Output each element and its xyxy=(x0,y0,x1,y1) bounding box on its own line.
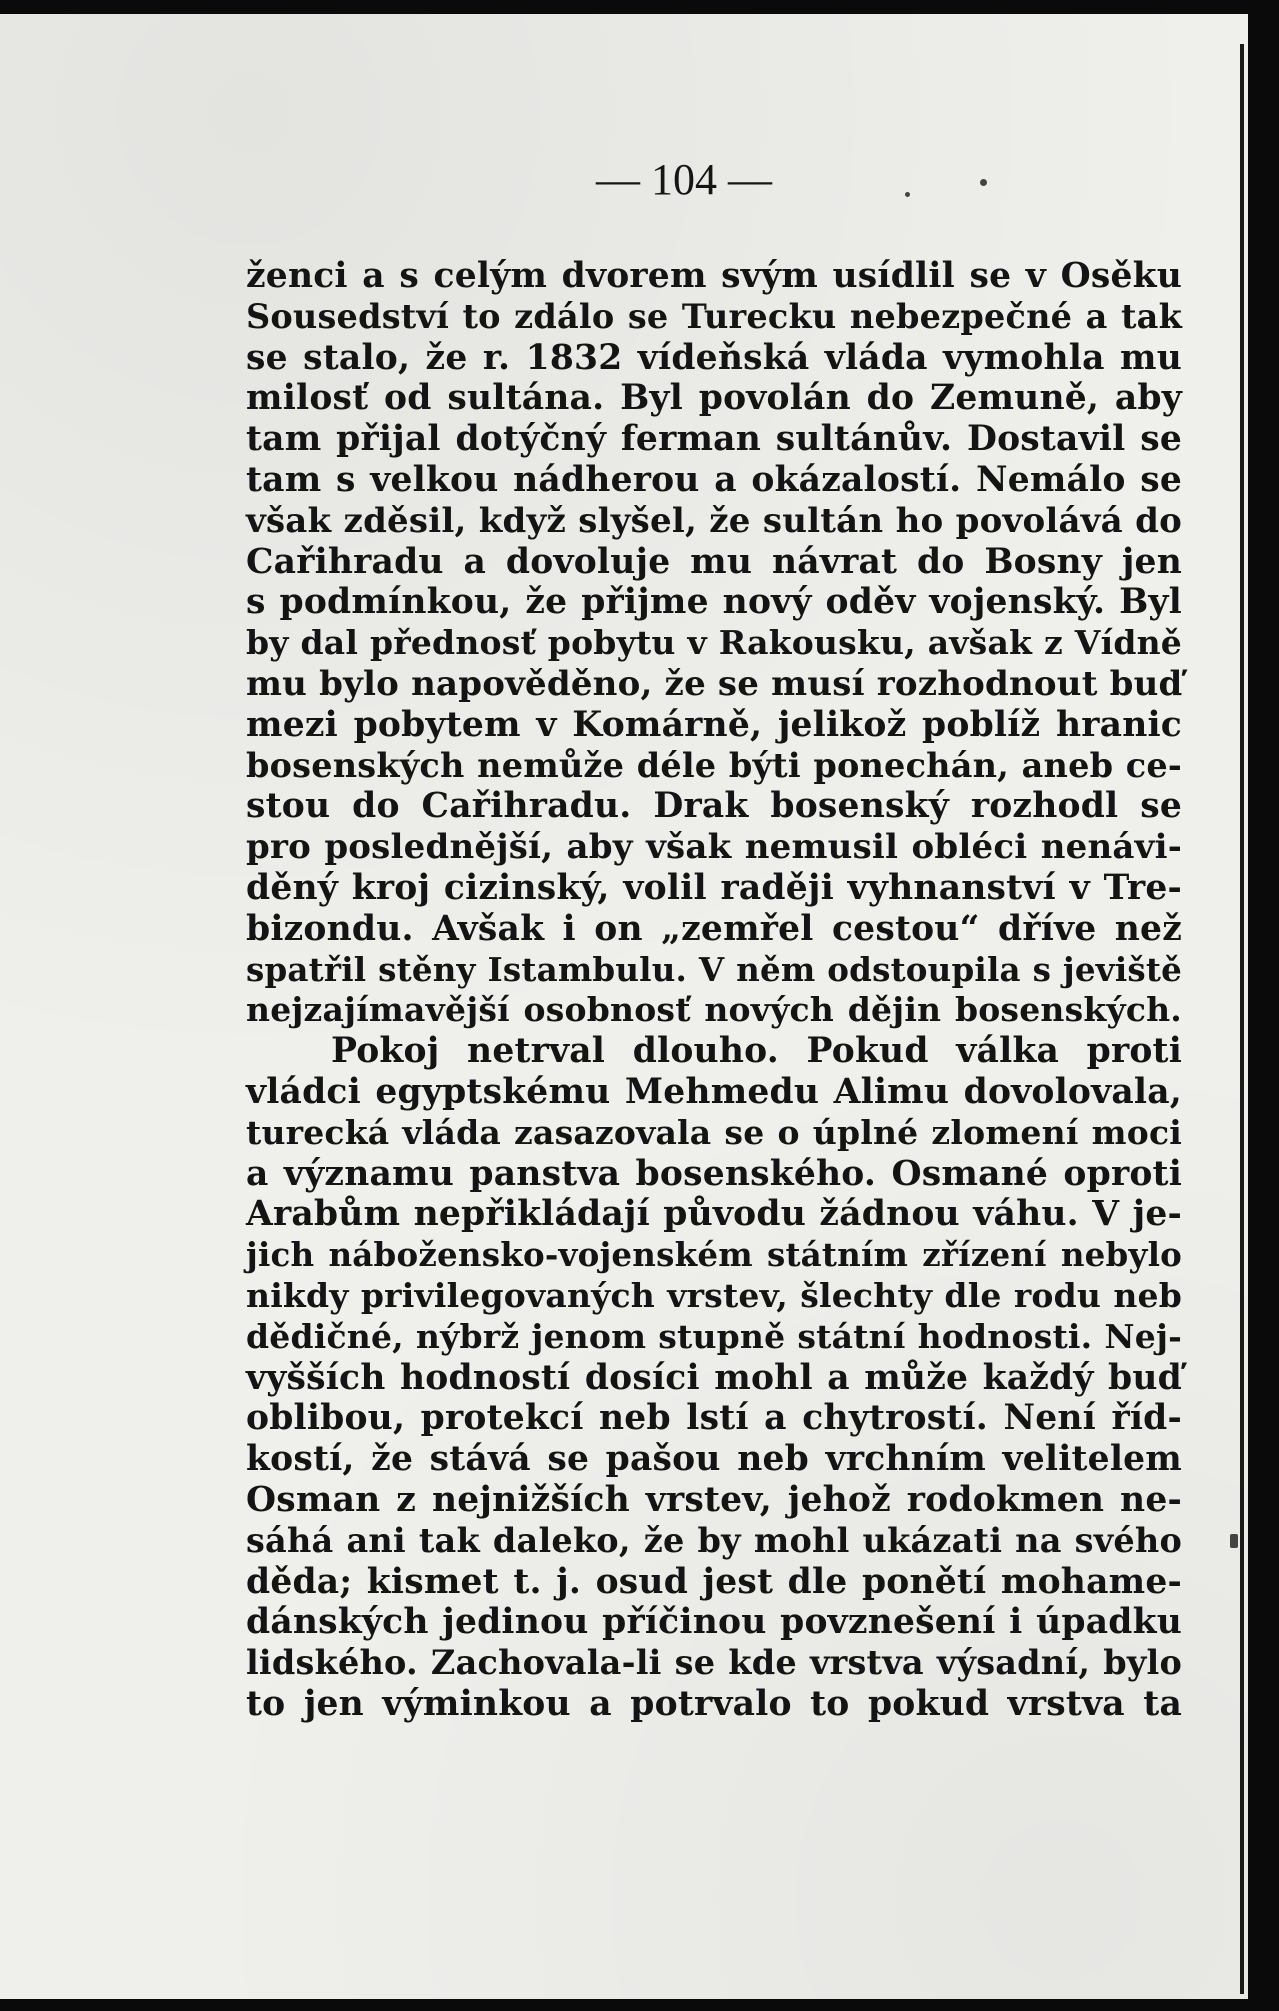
paragraph-first-line: Pokoj netrval dlouho. Pokud válka proti xyxy=(331,1031,1182,1072)
text-line: vyšších hodností dosíci mohl a může každý buď xyxy=(246,1357,1182,1398)
text-line: Cařihradu a dovoluje mu návrat do Bosny jen xyxy=(246,541,1182,582)
text-line: Sousedství to zdálo se Turecku nebezpečné a tak xyxy=(246,296,1182,336)
text-line: spatřil stěny Istambulu. V něm odstoupila s jeviště xyxy=(246,949,1182,989)
ink-speck xyxy=(1230,1534,1238,1548)
text-line: to jen výminkou a potrvalo to pokud vrstva ta xyxy=(246,1683,1182,1724)
text-line: děda; kismet t. j. osud jest dle ponětí mohame- xyxy=(246,1561,1182,1602)
text-line: děný kroj cizinský, volil raději vyhnanství v Tre- xyxy=(246,867,1182,908)
text-line: nejzajímavější osobnosť nových dějin bosenských. xyxy=(246,990,1182,1030)
text-line: Osman z nejnižších vrstev, jehož rodokmen ne- xyxy=(246,1479,1182,1520)
text-line: dědičné, nýbrž jenom stupně státní hodnosti. Nej- xyxy=(246,1316,1182,1356)
text-line: pro poslednější, aby však nemusil obléci nenávi- xyxy=(246,827,1182,868)
text-line: jich nábožensko-vojenském státním zřízení nebylo xyxy=(246,1235,1182,1275)
text-line: sáhá ani tak daleko, že by mohl ukázati na svého xyxy=(246,1520,1182,1560)
text-line: by dal přednosť pobytu v Rakousku, avšak z Vídně xyxy=(246,623,1182,663)
text-line: však zděsil, když slyšel, že sultán ho povolává do xyxy=(246,500,1182,541)
text-line: nikdy privilegovaných vrstev, šlechty dle rodu neb xyxy=(246,1275,1182,1315)
text-line: ženci a s celým dvorem svým usídlil se v Osěku xyxy=(246,256,1182,296)
text-line: Arabům nepřikládají původu žádnou váhu. V je- xyxy=(246,1194,1182,1235)
text-line: kostí, že stává se pašou neb vrchním velitelem xyxy=(246,1439,1182,1480)
text-line: s podmínkou, že přijme nový oděv vojenský. Byl xyxy=(246,582,1182,623)
page-edge-rule xyxy=(1240,44,1244,1994)
text-line: tam s velkou nádherou a okázalostí. Nemálo se xyxy=(246,459,1182,500)
text-line: mezi pobytem v Komárně, jelikož poblíž hranic xyxy=(246,704,1182,745)
text-line: a významu panstva bosenského. Osmané oproti xyxy=(246,1153,1182,1194)
text-line: milosť od sultána. Byl povolán do Zemuně, aby xyxy=(246,378,1182,419)
text-line: mu bylo napověděno, že se musí rozhodnout buď xyxy=(246,663,1183,704)
text-line: bizondu. Avšak i on „zemřel cestou“ dříve než xyxy=(246,908,1182,949)
text-line: se stalo, že r. 1832 vídeňská vláda vymohla mu xyxy=(246,337,1182,378)
text-line: tam přijal dotýčný ferman sultánův. Dostavil se xyxy=(246,419,1182,460)
text-line: vládci egyptskému Mehmedu Alimu dovolovala, xyxy=(246,1071,1182,1112)
text-line: stou do Cařihradu. Drak bosenský rozhodl se xyxy=(246,786,1182,827)
text-line: turecká vláda zasazovala se o úplné zlomení moci xyxy=(246,1112,1182,1152)
body-text xyxy=(246,256,1182,1725)
text-line: bosenských nemůže déle býti ponechán, aneb ce- xyxy=(246,745,1182,785)
text-line: oblibou, protekcí neb lstí a chytrostí. Není říd- xyxy=(246,1398,1182,1439)
page-number: — 104 — xyxy=(596,155,772,204)
text-line: dánských jedinou příčinou povznešení i úpadku xyxy=(246,1602,1182,1643)
text-line: lidského. Zachovala-li se kde vrstva výsadní, bylo xyxy=(246,1643,1182,1683)
scanned-page xyxy=(0,14,1248,1999)
